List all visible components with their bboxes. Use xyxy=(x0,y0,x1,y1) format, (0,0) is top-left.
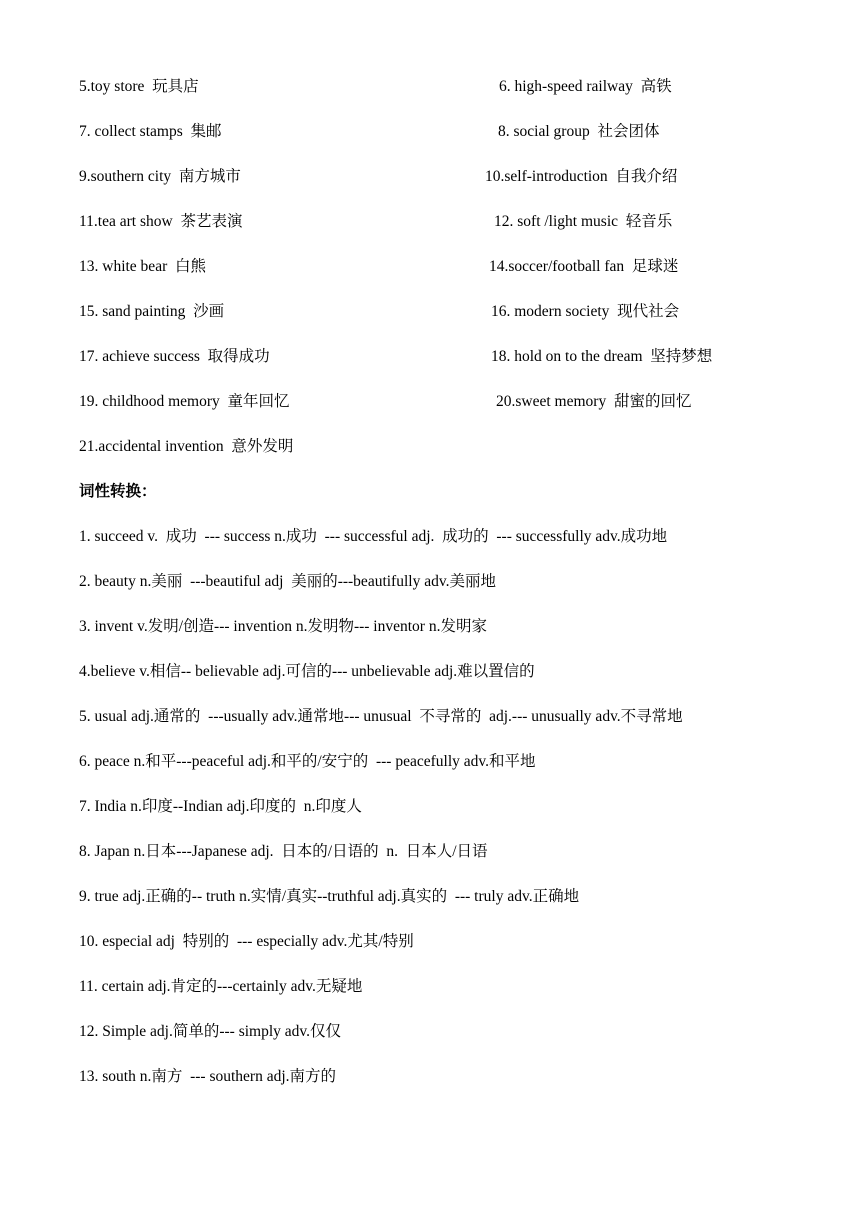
conversion-item-13: 13. south n.南方 --- southern adj.南方的 xyxy=(79,1068,337,1085)
conversion-item-1: 1. succeed v. 成功 --- success n.成功 --- successful adj. 成功的 --- successfully adv.成功地 xyxy=(79,528,668,545)
conversion-item-7: 7. India n.印度--Indian adj.印度的 n.印度人 xyxy=(79,798,362,815)
vocab-item-5: 5.toy store 玩具店 xyxy=(79,78,199,95)
conversion-item-6: 6. peace n.和平---peaceful adj.和平的/安宁的 --- peacefully adv.和平地 xyxy=(79,753,536,770)
vocab-item-12: 12. soft /light music 轻音乐 xyxy=(494,213,673,230)
vocab-item-13: 13. white bear 白熊 xyxy=(79,258,206,275)
conversion-item-9: 9. true adj.正确的-- truth n.实情/真实--truthful adj.真实的 --- truly adv.正确地 xyxy=(79,888,580,905)
vocab-item-19: 19. childhood memory 童年回忆 xyxy=(79,393,290,410)
conversion-item-11: 11. certain adj.肯定的---certainly adv.无疑地 xyxy=(79,978,363,995)
vocab-item-14: 14.soccer/football fan 足球迷 xyxy=(489,258,679,275)
conversion-item-4: 4.believe v.相信-- believable adj.可信的--- unbelievable adj.难以置信的 xyxy=(79,663,535,680)
vocab-item-9: 9.southern city 南方城市 xyxy=(79,168,241,185)
vocab-item-18: 18. hold on to the dream 坚持梦想 xyxy=(491,348,713,365)
vocab-item-7: 7. collect stamps 集邮 xyxy=(79,123,222,140)
conversion-item-3: 3. invent v.发明/创造--- invention n.发明物--- inventor n.发明家 xyxy=(79,618,487,635)
conversion-item-2: 2. beauty n.美丽 ---beautiful adj 美丽的---beautifully adv.美丽地 xyxy=(79,573,496,590)
vocab-item-16: 16. modern society 现代社会 xyxy=(491,303,680,320)
vocab-item-8: 8. social group 社会团体 xyxy=(498,123,660,140)
conversion-item-5: 5. usual adj.通常的 ---usually adv.通常地--- unusual 不寻常的 adj.--- unusually adv.不寻常地 xyxy=(79,708,683,725)
vocab-item-21: 21.accidental invention 意外发明 xyxy=(79,438,294,455)
vocab-item-20: 20.sweet memory 甜蜜的回忆 xyxy=(496,393,692,410)
vocab-item-11: 11.tea art show 茶艺表演 xyxy=(79,213,243,230)
vocab-item-6: 6. high-speed railway 高铁 xyxy=(499,78,672,95)
vocab-item-17: 17. achieve success 取得成功 xyxy=(79,348,270,365)
conversion-item-10: 10. especial adj 特别的 --- especially adv.尤其/特别 xyxy=(79,933,414,950)
vocab-item-10: 10.self-introduction 自我介绍 xyxy=(485,168,678,185)
section-heading: 词性转换： xyxy=(79,483,157,500)
conversion-item-8: 8. Japan n.日本---Japanese adj. 日本的/日语的 n. 日本人/日语 xyxy=(79,843,488,860)
conversion-item-12: 12. Simple adj.简单的--- simply adv.仅仅 xyxy=(79,1023,342,1040)
vocab-item-15: 15. sand painting 沙画 xyxy=(79,303,225,320)
